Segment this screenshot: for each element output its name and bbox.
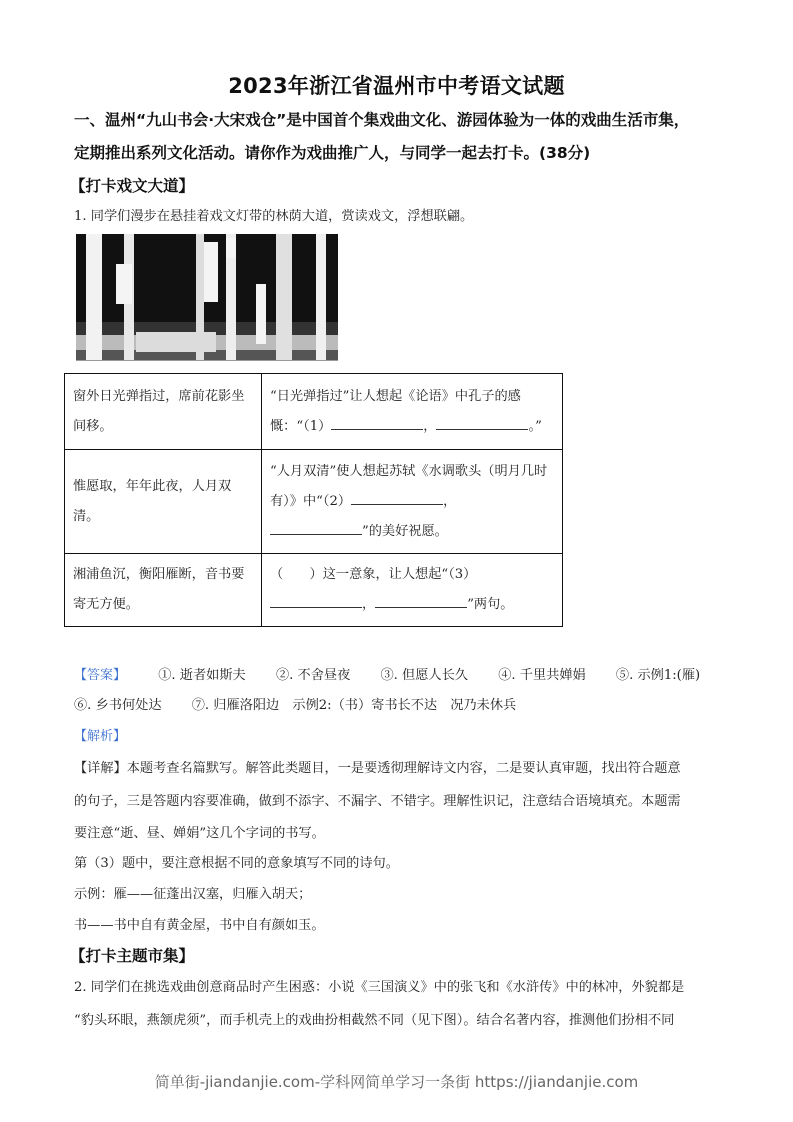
site-footer-watermark: 简单街-jiandanjie.com-学科网简单学习一条街 https://jiandanjie.com <box>154 1073 639 1091</box>
page-title: 2023年浙江省温州市中考语文试题 <box>228 74 565 98</box>
analysis-label: 【解析】 <box>74 729 127 744</box>
table-row <box>65 374 563 450</box>
analysis-note: 第（3）题中，要注意根据不同的意象填写不同的诗句。 <box>74 856 399 871</box>
analysis-example-2: 书——书中自有黄金屋，书中自有颜如玉。 <box>74 918 325 933</box>
avenue-photo <box>76 234 338 361</box>
fill-blank-2b[interactable] <box>270 520 362 535</box>
fill-blank-1b[interactable] <box>436 415 528 430</box>
fill-blank-3b[interactable] <box>375 593 467 608</box>
poem-line-cell: 窗外日光弹指过，席前花影坐间移。 <box>65 374 262 450</box>
answer-item: ③. 但愿人长久 <box>380 668 468 683</box>
section-1-intro-line-2: 定期推出系列文化活动。请你作为戏曲推广人，与同学一起去打卡。(38分) <box>74 144 591 162</box>
prompt-cell: “人月双清”使人想起苏轼《水调歌头（明月几时有）》中“（2） ， ”的美好祝愿。 <box>262 450 563 554</box>
analysis-detail-line-2: 的句子，三是答题内容要准确，做到不添字、不漏字、不错字。理解性识记，注意结合语境填充。本题需 <box>74 794 681 809</box>
prompt-cell: “日光弹指过”让人想起《论语》中孔子的感慨：“（1） ， 。” <box>262 374 563 450</box>
answer-item: ⑤. 示例1:(雁) <box>615 668 701 683</box>
fill-blank-2a[interactable] <box>351 490 443 505</box>
poem-line-cell: 惟愿取，年年此夜，人月双清。 <box>65 450 262 554</box>
answer-item: ⑦. 归雁洛阳边 示例2:（书）寄书长不达 况乃未休兵 <box>191 698 517 713</box>
poem-line-cell: 湘浦鱼沉，衡阳雁断，音书要寄无方便。 <box>65 554 262 627</box>
analysis-detail-line-3: 要注意“逝、昼、婵娟”这几个字词的书写。 <box>74 826 325 841</box>
subheading-theme-market: 【打卡主题市集】 <box>70 947 195 965</box>
question-2-line-2: “豹头环眼，燕颔虎须”，而手机壳上的戏曲扮相截然不同（见下图）。结合名著内容，推测他们扮相不同 <box>74 1013 675 1028</box>
table-row <box>65 554 563 627</box>
poem-table <box>64 373 563 627</box>
answer-line-2 <box>74 694 516 713</box>
question-2-line-1: 2. 同学们在挑选戏曲创意商品时产生困惑：小说《三国演义》中的张飞和《水浒传》中的林冲，外貌都是 <box>74 980 685 995</box>
answer-label: 【答案】 <box>74 668 127 683</box>
section-1-intro-line-1: 一、温州“九山书会·大宋戏仓”是中国首个集戏曲文化、游园体验为一体的戏曲生活市集， <box>74 111 690 129</box>
table-row <box>65 450 563 554</box>
analysis-example-1: 示例：雁——征蓬出汉塞，归雁入胡天； <box>74 887 312 902</box>
question-1-prompt: 1. 同学们漫步在悬挂着戏文灯带的林荫大道，赏读戏文，浮想联翩。 <box>74 209 474 224</box>
fill-blank-3a[interactable] <box>270 593 362 608</box>
subheading-xiwen-avenue: 【打卡戏文大道】 <box>70 177 195 195</box>
answer-line-1 <box>74 664 700 683</box>
answer-item: ⑥. 乡书何处达 <box>74 698 162 713</box>
answer-item: ②. 不舍昼夜 <box>275 668 351 683</box>
analysis-detail-line-1: 【详解】本题考查名篇默写。解答此类题目，一是要透彻理解诗文内容，二是要认真审题，找出符合题意 <box>74 761 681 776</box>
answer-item: ①. 逝者如斯夫 <box>158 668 246 683</box>
prompt-cell: （ ）这一意象，让人想起“（3） ， ”两句。 <box>262 554 563 627</box>
answer-item: ④. 千里共婵娟 <box>498 668 586 683</box>
fill-blank-1a[interactable] <box>331 415 423 430</box>
